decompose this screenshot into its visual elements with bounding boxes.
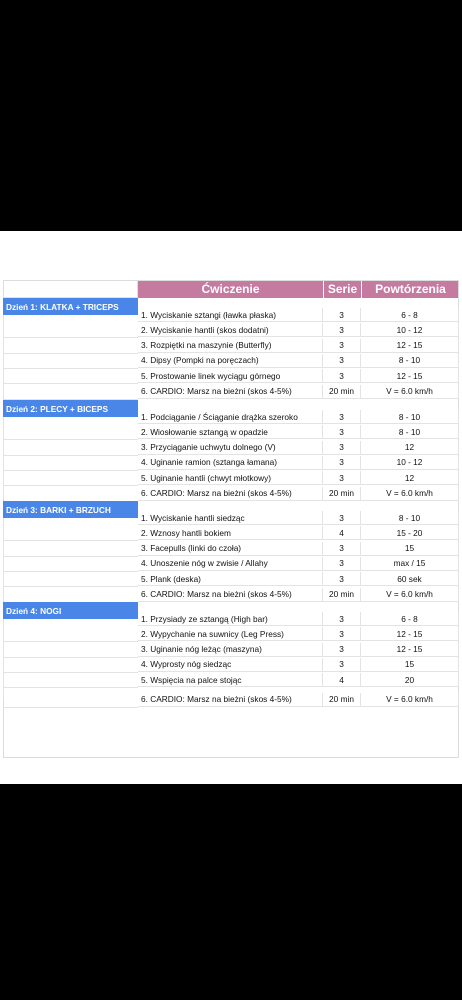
- exercise-cell: 6. CARDIO: Marsz na bieżni (skos 4-5%): [138, 487, 323, 501]
- exercise-cell: 6. CARDIO: Marsz na bieżni (skos 4-5%): [138, 588, 323, 602]
- sets-cell: 3: [323, 410, 361, 424]
- reps-cell: 12: [361, 471, 459, 485]
- row-divider: [3, 556, 138, 557]
- sets-cell: 20 min: [323, 693, 361, 707]
- sets-cell: 3: [323, 323, 361, 337]
- reps-cell: 8 - 10: [361, 511, 459, 525]
- reps-cell: 12 - 15: [361, 643, 459, 657]
- sets-cell: 3: [323, 627, 361, 641]
- exercise-cell: 1. Wyciskanie hantli siedząc: [138, 511, 323, 525]
- exercise-cell: 3. Przyciąganie uchwytu dolnego (V): [138, 441, 323, 455]
- sets-cell: 3: [323, 511, 361, 525]
- reps-cell: 10 - 12: [361, 323, 459, 337]
- exercise-cell: 5. Wspięcia na palce stojąc: [138, 673, 323, 687]
- header-sets: Serie: [324, 280, 361, 298]
- reps-cell: max / 15: [361, 557, 459, 571]
- row-divider: [3, 586, 138, 587]
- exercise-cell: 3. Facepulls (linki do czoła): [138, 542, 323, 556]
- row-divider: [3, 439, 138, 440]
- row-divider: [3, 485, 138, 486]
- sets-cell: 3: [323, 658, 361, 672]
- reps-cell: 12: [361, 441, 459, 455]
- reps-cell: 15 - 20: [361, 526, 459, 540]
- sets-cell: 3: [323, 612, 361, 626]
- reps-cell: 12 - 15: [361, 339, 459, 353]
- sets-cell: 3: [323, 339, 361, 353]
- exercise-cell: 3. Rozpiętki na maszynie (Butterfly): [138, 339, 323, 353]
- sets-cell: 20 min: [323, 588, 361, 602]
- header-reps: Powtórzenia: [362, 280, 459, 298]
- exercise-cell: 1. Wyciskanie sztangi (ławka płaska): [138, 308, 323, 322]
- sets-cell: 3: [323, 425, 361, 439]
- reps-cell: 6 - 8: [361, 612, 459, 626]
- reps-cell: 8 - 10: [361, 410, 459, 424]
- sets-cell: 3: [323, 354, 361, 368]
- row-divider: [3, 368, 138, 369]
- sets-cell: 3: [323, 557, 361, 571]
- exercise-cell: 3. Uginanie nóg leżąc (maszyna): [138, 643, 323, 657]
- exercise-cell: 6. CARDIO: Marsz na bieżni (skos 4-5%): [138, 693, 323, 707]
- reps-cell: V = 6.0 km/h: [361, 588, 459, 602]
- bottom-letterbox: [0, 784, 462, 1000]
- sets-cell: 4: [323, 526, 361, 540]
- sets-cell: 3: [323, 369, 361, 383]
- exercise-cell: 1. Podciąganie / Ściąganie drążka szeroko: [138, 410, 323, 424]
- sets-cell: 3: [323, 643, 361, 657]
- sets-cell: 20 min: [323, 487, 361, 501]
- reps-cell: V = 6.0 km/h: [361, 693, 459, 707]
- exercise-cell: 5. Plank (deska): [138, 572, 323, 586]
- row-divider: [3, 455, 138, 456]
- reps-cell: 15: [361, 658, 459, 672]
- reps-cell: 8 - 10: [361, 425, 459, 439]
- exercise-cell: 2. Wyciskanie hantli (skos dodatni): [138, 323, 323, 337]
- reps-cell: 8 - 10: [361, 354, 459, 368]
- row-divider: [3, 657, 138, 658]
- reps-cell: 12 - 15: [361, 627, 459, 641]
- row-divider: [3, 383, 138, 384]
- row-divider: [3, 687, 138, 688]
- reps-cell: 60 sek: [361, 572, 459, 586]
- sets-cell: 20 min: [323, 385, 361, 399]
- top-letterbox: [0, 0, 462, 231]
- sets-cell: 4: [323, 673, 361, 687]
- header-blank-cell: [3, 280, 138, 298]
- sets-cell: 3: [323, 441, 361, 455]
- day-label: Dzień 1: KLATKA + TRICEPS: [3, 298, 138, 315]
- reps-cell: 15: [361, 542, 459, 556]
- reps-cell: 12 - 15: [361, 369, 459, 383]
- row-divider: [3, 707, 138, 708]
- exercise-cell: 5. Prostowanie linek wyciągu górnego: [138, 369, 323, 383]
- reps-cell: 20: [361, 673, 459, 687]
- exercise-cell: 2. Wiosłowanie sztangą w opadzie: [138, 425, 323, 439]
- sets-cell: 3: [323, 456, 361, 470]
- exercise-cell: 5. Uginanie hantli (chwyt młotkowy): [138, 471, 323, 485]
- row-divider: [3, 337, 138, 338]
- exercise-cell: 4. Wyprosty nóg siedząc: [138, 658, 323, 672]
- exercise-cell: 6. CARDIO: Marsz na bieżni (skos 4-5%): [138, 385, 323, 399]
- reps-cell: 6 - 8: [361, 308, 459, 322]
- day-label: Dzień 2: PLECY + BICEPS: [3, 400, 138, 417]
- exercise-cell: 2. Wznosy hantli bokiem: [138, 526, 323, 540]
- reps-cell: 10 - 12: [361, 456, 459, 470]
- header-exercise: Ćwiczenie: [138, 280, 323, 298]
- row-divider: [3, 353, 138, 354]
- exercise-cell: 1. Przysiady ze sztangą (High bar): [138, 612, 323, 626]
- reps-cell: V = 6.0 km/h: [361, 385, 459, 399]
- sets-cell: 3: [323, 308, 361, 322]
- row-divider: [3, 571, 138, 572]
- reps-cell: V = 6.0 km/h: [361, 487, 459, 501]
- sets-cell: 3: [323, 471, 361, 485]
- sets-cell: 3: [323, 542, 361, 556]
- exercise-cell: 4. Unoszenie nóg w zwisie / Allahy: [138, 557, 323, 571]
- row-divider: [3, 540, 138, 541]
- exercise-cell: 4. Uginanie ramion (sztanga łamana): [138, 456, 323, 470]
- sets-cell: 3: [323, 572, 361, 586]
- exercise-cell: 2. Wypychanie na suwnicy (Leg Press): [138, 627, 323, 641]
- row-divider: [3, 470, 138, 471]
- exercise-cell: 4. Dipsy (Pompki na poręczach): [138, 354, 323, 368]
- workout-table: [0, 231, 462, 784]
- day-label: Dzień 3: BARKI + BRZUCH: [3, 501, 138, 518]
- row-divider: [3, 672, 138, 673]
- day-label: Dzień 4: NOGI: [3, 602, 138, 619]
- row-divider: [3, 641, 138, 642]
